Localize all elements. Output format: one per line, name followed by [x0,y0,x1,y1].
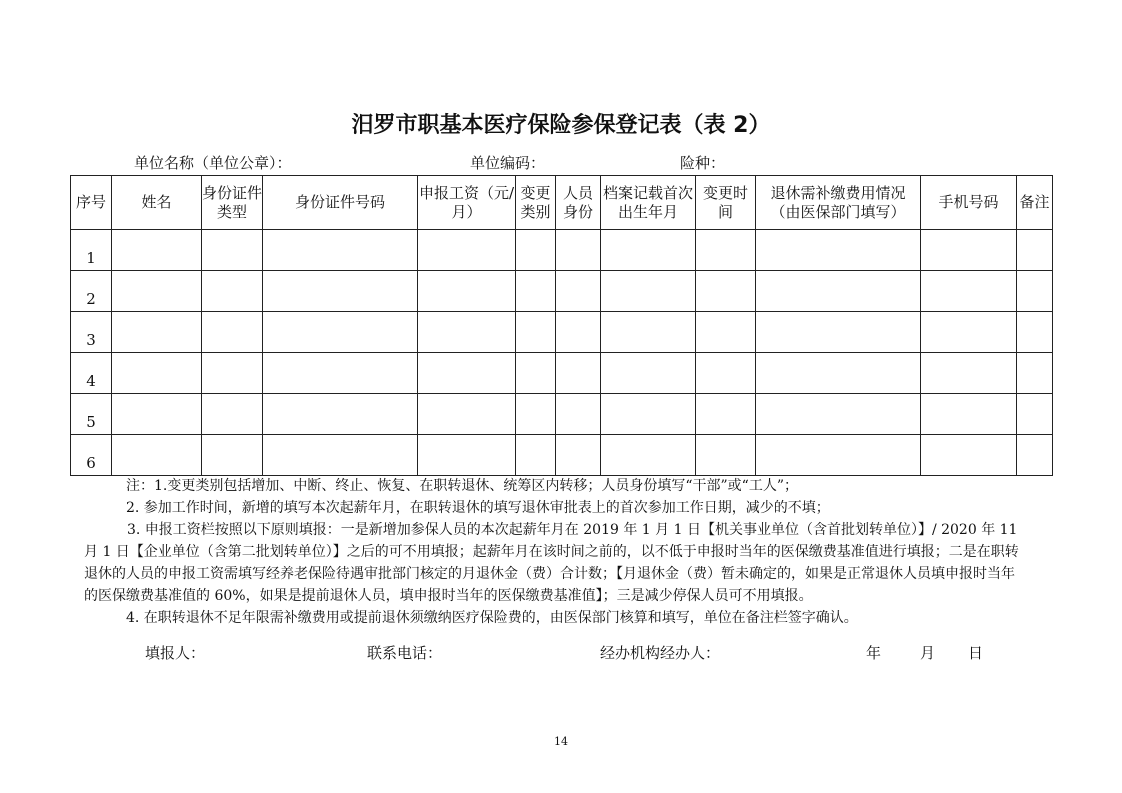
cell-identity[interactable] [556,353,601,394]
row-seq: 3 [71,312,112,353]
cell-salary[interactable] [418,230,516,271]
row-seq: 2 [71,271,112,312]
cell-mobile[interactable] [921,353,1017,394]
header-id-number: 身份证件号码 [263,176,418,230]
cell-name[interactable] [112,312,202,353]
unit-code-label: 单位编码： [470,154,546,172]
insurance-type-label: 险种： [680,154,726,172]
cell-identity[interactable] [556,230,601,271]
cell-birth-record[interactable] [601,353,696,394]
cell-change-time[interactable] [696,312,756,353]
cell-change-type[interactable] [516,394,556,435]
table-row [71,353,1053,394]
cell-id-type[interactable] [202,394,263,435]
cell-identity[interactable] [556,394,601,435]
cell-change-time[interactable] [696,353,756,394]
table-row [71,394,1053,435]
month-label: 月 [920,644,936,662]
header-identity: 人员身份 [556,176,601,230]
cell-name[interactable] [112,353,202,394]
cell-mobile[interactable] [921,312,1017,353]
cell-remarks[interactable] [1017,230,1053,271]
cell-retire-payment[interactable] [756,353,921,394]
cell-salary[interactable] [418,353,516,394]
cell-change-type[interactable] [516,271,556,312]
note-4: 4. 在职转退休不足年限需补缴费用或提前退休须缴纳医疗保险费的，由医保部门核算和填写，单位在备注栏签字确认。 [126,610,858,626]
cell-mobile[interactable] [921,435,1017,476]
cell-id-type[interactable] [202,435,263,476]
agent-label: 经办机构经办人： [600,644,721,662]
cell-retire-payment[interactable] [756,435,921,476]
table-row [71,230,1053,271]
cell-remarks[interactable] [1017,394,1053,435]
cell-change-type[interactable] [516,230,556,271]
cell-salary[interactable] [418,435,516,476]
cell-id-number[interactable] [263,271,418,312]
table-header-row [71,176,1053,230]
cell-name[interactable] [112,271,202,312]
cell-remarks[interactable] [1017,312,1053,353]
cell-retire-payment[interactable] [756,312,921,353]
cell-mobile[interactable] [921,271,1017,312]
header-retire-payment: 退休需补缴费用情况（由医保部门填写） [756,176,921,230]
header-name: 姓名 [112,176,202,230]
cell-name[interactable] [112,435,202,476]
cell-id-number[interactable] [263,312,418,353]
notes-section [84,475,1021,629]
cell-name[interactable] [112,230,202,271]
row-seq: 4 [71,353,112,394]
filler-label: 填报人： [145,644,206,662]
cell-change-time[interactable] [696,435,756,476]
header-change-time: 变更时间 [696,176,756,230]
cell-salary[interactable] [418,271,516,312]
table-row [71,435,1053,476]
header-birth-record: 档案记载首次出生年月 [601,176,696,230]
row-seq: 5 [71,394,112,435]
cell-birth-record[interactable] [601,394,696,435]
cell-identity[interactable] [556,271,601,312]
cell-name[interactable] [112,394,202,435]
cell-id-number[interactable] [263,353,418,394]
cell-birth-record[interactable] [601,230,696,271]
note-3: 3. 申报工资栏按照以下原则填报：一是新增加参保人员的本次起薪年月在 2019 年 1 月 1 日【机关事业单位（含首批划转单位）】/ 2020 年 11 月 1 日【企业单位（含第二批划转单位）】之后的可不用填报；起薪年月在该时间之前的，以不低于申报时当年的医保缴费基准值进行填报；二是在职转退休的人员的申报工资需填写经养老保险待遇审批部门核定的月退休金（费）合计数；【月退休金（费）暂未确定的，如果是正常退休人员填申报时当年的医保缴费基准值的 60%，如果是提前退休人员，填申报时当年的医保缴费基准值】；三是减少停保人员可不用填报。 [84,522,1019,604]
row-seq: 1 [71,230,112,271]
unit-name-label: 单位名称（单位公章）： [134,154,292,172]
cell-change-time[interactable] [696,271,756,312]
cell-id-number[interactable] [263,230,418,271]
cell-id-type[interactable] [202,230,263,271]
cell-identity[interactable] [556,435,601,476]
registration-table [70,175,1053,476]
cell-id-number[interactable] [263,435,418,476]
page-title: 汨罗市职基本医疗保险参保登记表（表 2） [351,113,771,138]
header-change-type: 变更类别 [516,176,556,230]
cell-change-time[interactable] [696,230,756,271]
header-seq: 序号 [71,176,112,230]
cell-birth-record[interactable] [601,271,696,312]
cell-retire-payment[interactable] [756,271,921,312]
table-row [71,312,1053,353]
cell-change-type[interactable] [516,312,556,353]
header-salary: 申报工资（元/月） [418,176,516,230]
cell-change-type[interactable] [516,353,556,394]
cell-id-type[interactable] [202,353,263,394]
cell-identity[interactable] [556,312,601,353]
table-row [71,271,1053,312]
cell-salary[interactable] [418,394,516,435]
note-1: 注：1.变更类别包括增加、中断、终止、恢复、在职转退休、统筹区内转移；人员身份填写“干部”或“工人”； [126,478,798,494]
cell-id-type[interactable] [202,271,263,312]
header-remarks: 备注 [1017,176,1053,230]
page-number: 14 [554,735,568,748]
cell-retire-payment[interactable] [756,230,921,271]
cell-id-type[interactable] [202,312,263,353]
cell-remarks[interactable] [1017,353,1053,394]
cell-change-type[interactable] [516,435,556,476]
cell-id-number[interactable] [263,394,418,435]
header-id-type: 身份证件类型 [202,176,263,230]
phone-label: 联系电话： [367,644,443,662]
cell-change-time[interactable] [696,394,756,435]
cell-remarks[interactable] [1017,271,1053,312]
cell-birth-record[interactable] [601,312,696,353]
year-label: 年 [866,644,882,662]
note-2: 2. 参加工作时间，新增的填写本次起薪年月，在职转退休的填写退休审批表上的首次参加工作日期，减少的不填； [126,500,830,516]
cell-birth-record[interactable] [601,435,696,476]
cell-salary[interactable] [418,312,516,353]
row-seq: 6 [71,435,112,476]
day-label: 日 [968,644,984,662]
cell-retire-payment[interactable] [756,394,921,435]
cell-mobile[interactable] [921,230,1017,271]
header-mobile: 手机号码 [921,176,1017,230]
cell-remarks[interactable] [1017,435,1053,476]
cell-mobile[interactable] [921,394,1017,435]
